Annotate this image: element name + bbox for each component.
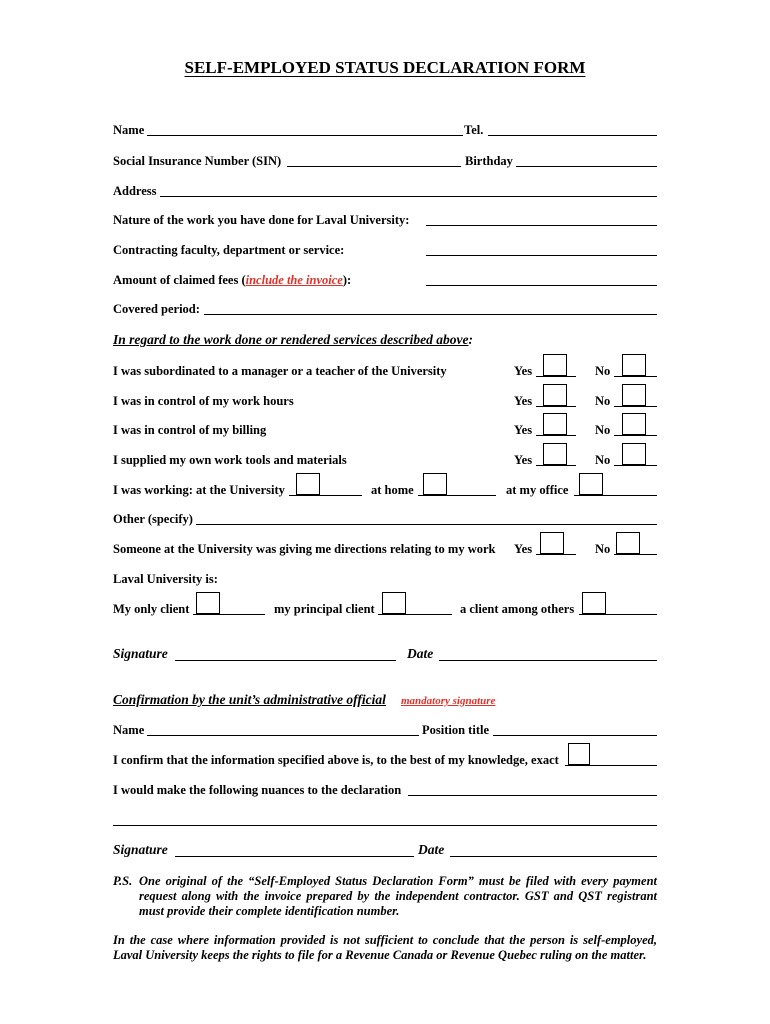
tel-label: Tel. [464, 123, 484, 137]
underline [614, 406, 657, 407]
directions-yes-checkbox[interactable] [540, 532, 564, 554]
nuances-field[interactable] [408, 795, 657, 796]
laval-is-label: Laval University is: [113, 572, 218, 586]
at-office-label: at my office [506, 483, 569, 497]
ps-note: One original of the “Self-Employed Status Declaration Form” must be filed with every payment request along with the invoice prepared by the independent contractor. GST and QST registrant must provide their complete identification number. [139, 874, 657, 918]
signature-field[interactable] [175, 660, 396, 661]
underline [614, 554, 657, 555]
q2-yes-label: Yes [514, 394, 533, 408]
at-home-checkbox[interactable] [423, 473, 447, 495]
covered-period-field[interactable] [204, 314, 657, 315]
underline [378, 614, 452, 615]
underline [536, 376, 576, 377]
official-signature-label: Signature [113, 842, 168, 857]
underline [418, 495, 496, 496]
name-label: Name [113, 123, 145, 137]
tel-field[interactable] [488, 135, 657, 136]
q2-yes-checkbox[interactable] [543, 384, 567, 406]
nuances-label: I would make the following nuances to the declaration [113, 783, 402, 797]
q3-no-label: No [595, 423, 611, 437]
q3-no-checkbox[interactable] [622, 413, 646, 435]
nature-field[interactable] [426, 225, 657, 226]
underline [536, 465, 576, 466]
q1-no-checkbox[interactable] [622, 354, 646, 376]
official-date-field[interactable] [450, 856, 657, 857]
underline [193, 614, 265, 615]
directions-label: Someone at the University was giving me directions relating to my work [113, 542, 496, 556]
directions-no-label: No [595, 542, 611, 556]
position-title-field[interactable] [493, 735, 657, 736]
q4-no-checkbox[interactable] [622, 443, 646, 465]
date-label: Date [407, 646, 434, 661]
other-label: Other (specify) [113, 512, 193, 526]
sin-field[interactable] [287, 166, 461, 167]
position-title-label: Position title [422, 723, 490, 737]
only-client-checkbox[interactable] [196, 592, 220, 614]
underline [289, 495, 362, 496]
underline [579, 614, 657, 615]
underline [574, 495, 657, 496]
at-office-checkbox[interactable] [579, 473, 603, 495]
ruling-note: In the case where information provided is not sufficient to conclude that the person is self-employed, Laval University keeps the rights to file for a Revenue Canada or Revenue Quebec ruling on the matter. [113, 933, 657, 962]
underline [536, 554, 576, 555]
form-title: SELF-EMPLOYED STATUS DECLARATION FORM [184, 58, 586, 77]
q3-yes-label: Yes [514, 423, 533, 437]
include-invoice-note: include the invoice [245, 273, 343, 287]
official-signature-field[interactable] [175, 856, 414, 857]
among-others-checkbox[interactable] [582, 592, 606, 614]
underline [614, 435, 657, 436]
amount-field[interactable] [426, 285, 657, 286]
q1-no-label: No [595, 364, 611, 378]
date-field[interactable] [439, 660, 657, 661]
q1-label: I was subordinated to a manager or a teacher of the University [113, 364, 447, 378]
principal-client-checkbox[interactable] [382, 592, 406, 614]
section2-heading: Confirmation by the unit’s administrative official [113, 692, 386, 707]
covered-period-label: Covered period: [113, 302, 200, 316]
address-field[interactable] [160, 196, 657, 197]
working-label: I was working: at the University [113, 483, 285, 497]
amount-label: Amount of claimed fees (include the invoice): [113, 273, 352, 287]
at-home-label: at home [371, 483, 414, 497]
underline [614, 376, 657, 377]
underline [536, 406, 576, 407]
official-name-field[interactable] [147, 735, 419, 736]
q4-label: I supplied my own work tools and materials [113, 453, 347, 467]
q4-yes-label: Yes [514, 453, 533, 467]
q2-no-label: No [595, 394, 611, 408]
underline [565, 765, 657, 766]
birthday-field[interactable] [516, 166, 657, 167]
contracting-field[interactable] [426, 255, 657, 256]
birthday-label: Birthday [465, 154, 513, 168]
confirm-label: I confirm that the information specified above is, to the best of my knowledge, exact [113, 753, 559, 767]
name-field[interactable] [147, 135, 463, 136]
q1-yes-checkbox[interactable] [543, 354, 567, 376]
among-others-label: a client among others [460, 602, 575, 616]
confirm-checkbox[interactable] [568, 743, 590, 765]
sin-label: Social Insurance Number (SIN) [113, 154, 282, 168]
other-field[interactable] [196, 524, 657, 525]
directions-yes-label: Yes [514, 542, 533, 556]
nuances-field-line2[interactable] [113, 825, 657, 826]
mandatory-signature-note: mandatory signature [401, 695, 496, 707]
underline [536, 435, 576, 436]
signature-label: Signature [113, 646, 168, 661]
address-label: Address [113, 184, 157, 198]
official-date-label: Date [418, 842, 445, 857]
q4-yes-checkbox[interactable] [543, 443, 567, 465]
contracting-label: Contracting faculty, department or service: [113, 243, 345, 257]
official-name-label: Name [113, 723, 145, 737]
nature-label: Nature of the work you have done for Laval University: [113, 213, 410, 227]
q2-no-checkbox[interactable] [622, 384, 646, 406]
at-university-checkbox[interactable] [296, 473, 320, 495]
directions-no-checkbox[interactable] [616, 532, 640, 554]
only-client-label: My only client [113, 602, 190, 616]
q4-no-label: No [595, 453, 611, 467]
q3-yes-checkbox[interactable] [543, 413, 567, 435]
q3-label: I was in control of my billing [113, 423, 267, 437]
underline [614, 465, 657, 466]
q2-label: I was in control of my work hours [113, 394, 294, 408]
ps-label: P.S. [113, 874, 133, 888]
q1-yes-label: Yes [514, 364, 533, 378]
section1-heading: In regard to the work done or rendered services described above: [113, 332, 473, 347]
principal-client-label: my principal client [274, 602, 375, 616]
